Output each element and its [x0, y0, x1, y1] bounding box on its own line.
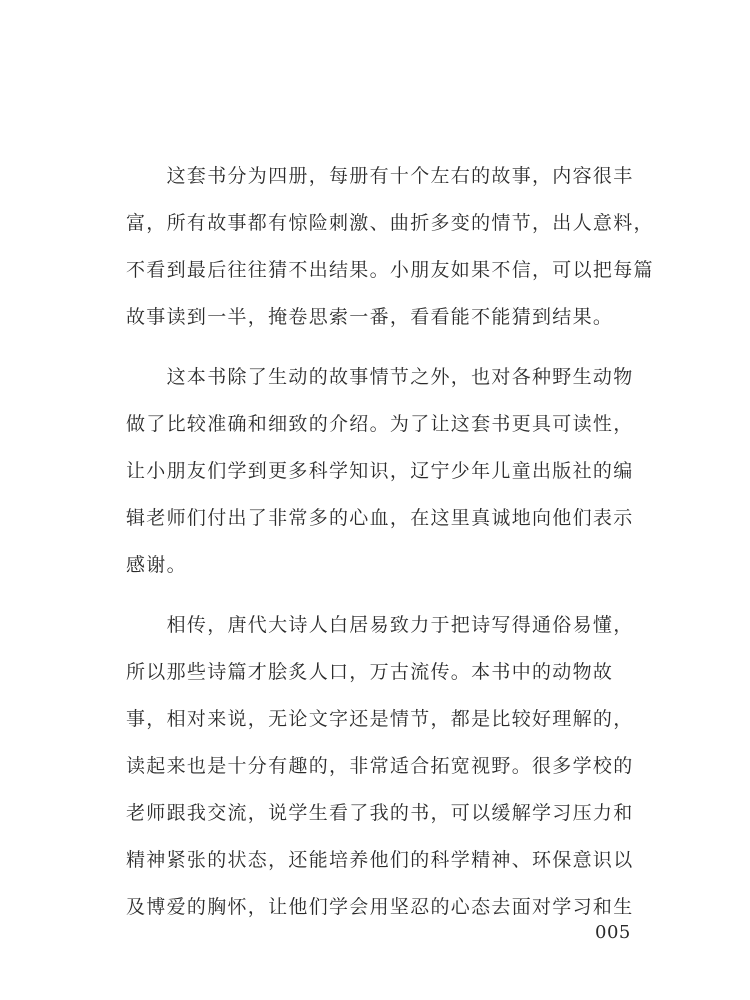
text-line: 所以那些诗篇才脍炙人口，万古流传。本书中的动物故 — [126, 661, 614, 683]
text-line: 这本书除了生动的故事情节之外，也对各种野生动物 — [126, 366, 634, 388]
text-line: 读起来也是十分有趣的，非常适合拓宽视野。很多学校的 — [126, 755, 634, 777]
text-line: 事，相对来说，无论文字还是情节，都是比较好理解的， — [126, 708, 634, 730]
paragraph-2 — [126, 354, 634, 589]
text-line: 这套书分为四册，每册有十个左右的故事，内容很丰 — [126, 165, 634, 187]
paragraph-1 — [126, 153, 654, 341]
page-number: 005 — [595, 922, 631, 943]
paragraph-3 — [126, 602, 634, 931]
text-line: 让小朋友们学到更多科学知识，辽宁少年儿童出版社的编 — [126, 460, 634, 482]
text-line: 富，所有故事都有惊险刺激、曲折多变的情节，出人意料， — [126, 212, 654, 234]
text-line: 感谢。 — [126, 554, 187, 576]
text-line: 老师跟我交流，说学生看了我的书，可以缓解学习压力和 — [126, 802, 634, 824]
text-line: 相传，唐代大诗人白居易致力于把诗写得通俗易懂， — [126, 614, 634, 636]
text-line: 不看到最后往往猜不出结果。小朋友如果不信，可以把每篇 — [126, 259, 654, 281]
text-line: 做了比较准确和细致的介绍。为了让这套书更具可读性， — [126, 413, 634, 435]
text-line: 辑老师们付出了非常多的心血，在这里真诚地向他们表示 — [126, 507, 634, 529]
text-line: 故事读到一半，掩卷思索一番，看看能不能猜到结果。 — [126, 306, 614, 328]
body-text — [126, 153, 654, 944]
text-line: 精神紧张的状态，还能培养他们的科学精神、环保意识以 — [126, 849, 634, 871]
text-line: 及博爱的胸怀，让他们学会用坚忍的心态去面对学习和生 — [126, 896, 634, 918]
